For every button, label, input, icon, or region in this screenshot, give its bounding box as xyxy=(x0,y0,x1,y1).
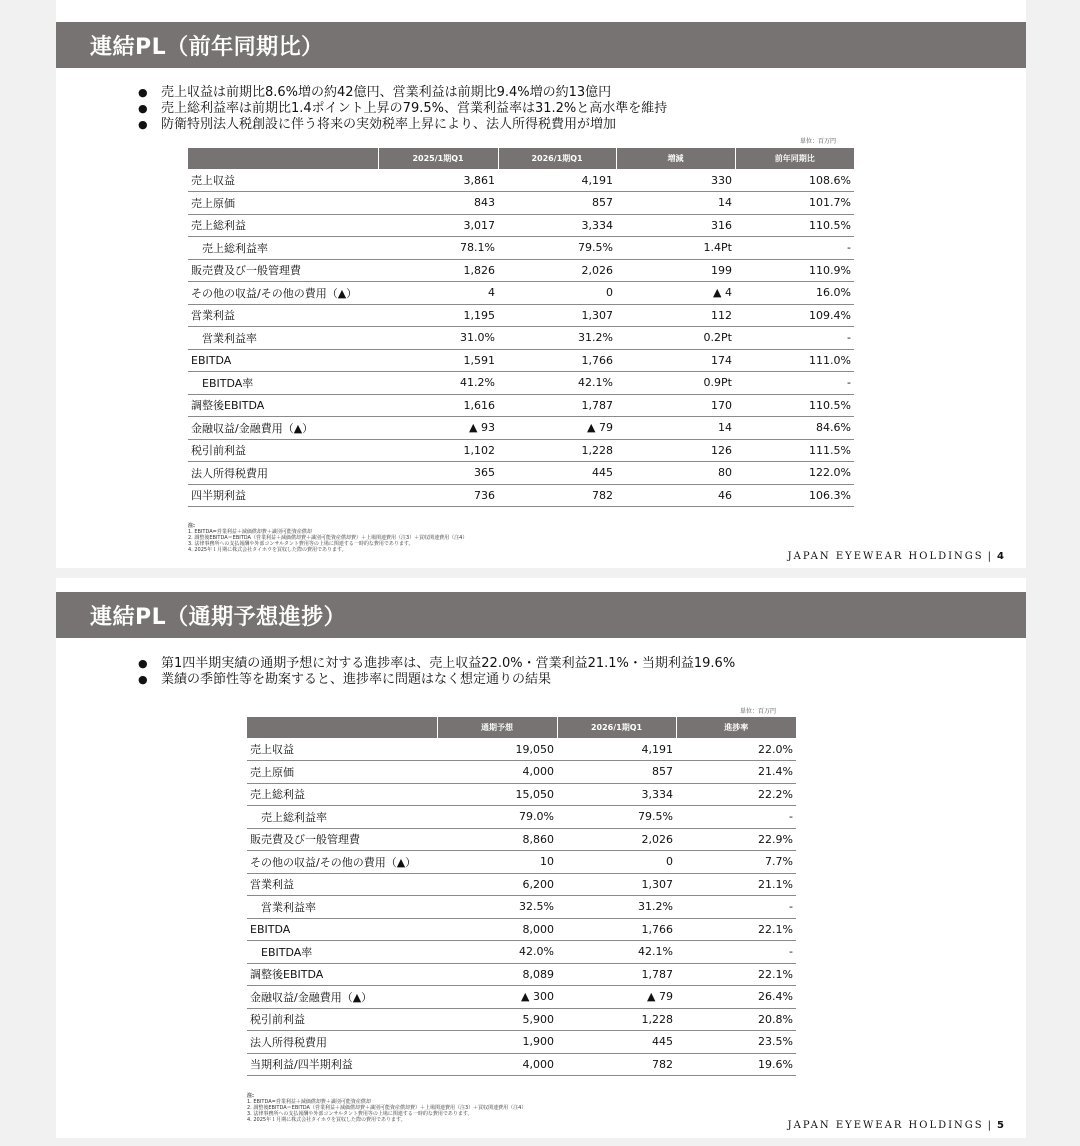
table-row xyxy=(188,237,854,260)
row-label: 売上総利益 xyxy=(188,214,378,237)
column-header-blank xyxy=(188,148,378,169)
row-label: 営業利益率 xyxy=(247,896,437,919)
cell-value: 1,228 xyxy=(498,439,616,462)
bullet-item: ● 防衛特別法人税創設に伴う将来の実効税率上昇により、法人所得税費用が増加 xyxy=(138,117,667,133)
slide-page-5 xyxy=(56,578,1026,1138)
table-row xyxy=(188,214,854,237)
cell-value: - xyxy=(676,941,796,964)
footer xyxy=(788,551,1004,562)
cell-value: 14 xyxy=(616,417,735,440)
row-label: 営業利益 xyxy=(247,873,437,896)
cell-value: ▲ 79 xyxy=(557,986,676,1009)
cell-value: 843 xyxy=(378,192,498,215)
row-label: EBITDA xyxy=(247,918,437,941)
row-label: 営業利益率 xyxy=(188,327,378,350)
footnote: 2. 調整後EBITDA＝EBITDA（営業利益＋減価償却費＋識別可能資産償却費）＋上場関連費用（注3）＋買収関連費用（注4） xyxy=(188,535,468,541)
cell-value: 22.1% xyxy=(676,918,796,941)
row-label: 金融収益/金融費用（▲） xyxy=(247,986,437,1009)
row-label: EBITDA率 xyxy=(247,941,437,964)
cell-value: ▲ 93 xyxy=(378,417,498,440)
table-row xyxy=(247,1031,796,1054)
row-label: 営業利益 xyxy=(188,304,378,327)
cell-value: - xyxy=(735,372,854,395)
cell-value: 3,017 xyxy=(378,214,498,237)
cell-value: 109.4% xyxy=(735,304,854,327)
table-row xyxy=(247,963,796,986)
cell-value: 15,050 xyxy=(437,783,557,806)
bullet-item: ● 売上総利益率は前期比1.4ポイント上昇の79.5%、営業利益率は31.2%と高水準を維持 xyxy=(138,101,667,117)
cell-value: 782 xyxy=(498,484,616,507)
slide-page-4 xyxy=(56,0,1026,568)
cell-value: 19.6% xyxy=(676,1053,796,1076)
cell-value: 2,026 xyxy=(557,828,676,851)
cell-value: 6,200 xyxy=(437,873,557,896)
column-header: 2025/1期Q1 xyxy=(378,148,498,169)
row-label: 販売費及び一般管理費 xyxy=(247,828,437,851)
page-number: 4 xyxy=(997,551,1004,562)
footnote: 1. EBITDA=営業利益＋減価償却費＋識別可能資産償却 xyxy=(247,1099,371,1105)
row-label: 法人所得税費用 xyxy=(188,462,378,485)
footer-brand: JAPAN EYEWEAR HOLDINGS xyxy=(787,551,984,562)
unit-label: 単位：百万円 xyxy=(800,138,837,145)
cell-value: - xyxy=(735,237,854,260)
cell-value: 20.8% xyxy=(676,1008,796,1031)
row-label: 税引前利益 xyxy=(188,439,378,462)
cell-value: 21.4% xyxy=(676,761,796,784)
cell-value: 80 xyxy=(616,462,735,485)
cell-value: ▲ 4 xyxy=(616,282,735,305)
table-row xyxy=(247,851,796,874)
table-row xyxy=(188,372,854,395)
cell-value: 1,102 xyxy=(378,439,498,462)
cell-value: 42.1% xyxy=(557,941,676,964)
cell-value: 0.2Pt xyxy=(616,327,735,350)
cell-value: 41.2% xyxy=(378,372,498,395)
cell-value: 1,826 xyxy=(378,259,498,282)
table-row xyxy=(247,1008,796,1031)
cell-value: 16.0% xyxy=(735,282,854,305)
cell-value: 1,228 xyxy=(557,1008,676,1031)
cell-value: 5,900 xyxy=(437,1008,557,1031)
table-row xyxy=(247,1053,796,1076)
row-label: 販売費及び一般管理費 xyxy=(188,259,378,282)
cell-value: 126 xyxy=(616,439,735,462)
footer-separator: | xyxy=(987,551,994,562)
cell-value: 84.6% xyxy=(735,417,854,440)
bullet-item: ● 業績の季節性等を勘案すると、進捗率に問題はなく想定通りの結果 xyxy=(138,672,735,688)
slide-title: 連結PL（通期予想進捗） xyxy=(90,605,347,630)
cell-value: 1,766 xyxy=(557,918,676,941)
footnotes xyxy=(247,1093,526,1123)
row-label: 売上総利益率 xyxy=(188,237,378,260)
cell-value: 4,000 xyxy=(437,761,557,784)
cell-value: - xyxy=(676,806,796,829)
row-label: 当期利益/四半期利益 xyxy=(247,1053,437,1076)
cell-value: 110.5% xyxy=(735,394,854,417)
row-label: 調整後EBITDA xyxy=(247,963,437,986)
cell-value: 170 xyxy=(616,394,735,417)
cell-value: 22.1% xyxy=(676,963,796,986)
table-row xyxy=(188,349,854,372)
row-label: 税引前利益 xyxy=(247,1008,437,1031)
cell-value: 8,860 xyxy=(437,828,557,851)
cell-value: - xyxy=(676,896,796,919)
cell-value: 1,591 xyxy=(378,349,498,372)
cell-value: 79.0% xyxy=(437,806,557,829)
cell-value: 0 xyxy=(498,282,616,305)
cell-value: 1,307 xyxy=(557,873,676,896)
footnote: 3. 法律事務所への支払報酬や外部コンサルタント費用等の上場に関連する一時的な費用であります。 xyxy=(188,541,414,547)
table-row xyxy=(247,873,796,896)
cell-value: 112 xyxy=(616,304,735,327)
cell-value: 42.0% xyxy=(437,941,557,964)
footnote: 1. EBITDA=営業利益＋減価償却費＋識別可能資産償却 xyxy=(188,529,312,535)
cell-value: 110.5% xyxy=(735,214,854,237)
row-label: 売上原価 xyxy=(188,192,378,215)
table-row xyxy=(247,986,796,1009)
cell-value: 857 xyxy=(498,192,616,215)
cell-value: 2,026 xyxy=(498,259,616,282)
cell-value: 10 xyxy=(437,851,557,874)
bullet-item: ● 売上収益は前期比8.6%増の約42億円、営業利益は前期比9.4%増の約13億円 xyxy=(138,85,667,101)
row-label: 四半期利益 xyxy=(188,484,378,507)
table-row xyxy=(188,484,854,507)
cell-value: 4,191 xyxy=(557,738,676,761)
table-row xyxy=(247,806,796,829)
column-header: 2026/1期Q1 xyxy=(557,717,676,738)
cell-value: 31.2% xyxy=(498,327,616,350)
cell-value: 108.6% xyxy=(735,169,854,192)
bullet-item: ● 第1四半期実績の通期予想に対する進捗率は、売上収益22.0%・営業利益21.1%・当期利益19.6% xyxy=(138,656,735,672)
table-row xyxy=(188,394,854,417)
cell-value: 122.0% xyxy=(735,462,854,485)
footnote: 4. 2025年１月期に株式会社タイホウを買収した際の費用であります。 xyxy=(188,547,347,553)
table-row xyxy=(247,896,796,919)
cell-value: 857 xyxy=(557,761,676,784)
cell-value: 42.1% xyxy=(498,372,616,395)
column-header-blank xyxy=(247,717,437,738)
column-header: 進捗率 xyxy=(676,717,796,738)
table-row xyxy=(188,259,854,282)
cell-value: 4 xyxy=(378,282,498,305)
cell-value: 111.5% xyxy=(735,439,854,462)
cell-value: 8,089 xyxy=(437,963,557,986)
bullet-list xyxy=(138,85,667,133)
page-number: 5 xyxy=(997,1120,1004,1131)
table-row xyxy=(188,327,854,350)
cell-value: 1,766 xyxy=(498,349,616,372)
cell-value: 330 xyxy=(616,169,735,192)
cell-value: 101.7% xyxy=(735,192,854,215)
footnotes-heading: 注: xyxy=(188,523,195,529)
column-header: 増減 xyxy=(616,148,735,169)
cell-value: 21.1% xyxy=(676,873,796,896)
cell-value: 7.7% xyxy=(676,851,796,874)
table-row xyxy=(247,738,796,761)
table-row xyxy=(188,304,854,327)
cell-value: 106.3% xyxy=(735,484,854,507)
cell-value: 79.5% xyxy=(498,237,616,260)
cell-value: 3,334 xyxy=(557,783,676,806)
row-label: EBITDA xyxy=(188,349,378,372)
table-row xyxy=(188,169,854,192)
table-row xyxy=(247,941,796,964)
pl-yoy-table xyxy=(188,148,854,507)
cell-value: 1.4Pt xyxy=(616,237,735,260)
cell-value: 46 xyxy=(616,484,735,507)
row-label: 法人所得税費用 xyxy=(247,1031,437,1054)
cell-value: 1,787 xyxy=(498,394,616,417)
table-row xyxy=(247,918,796,941)
cell-value: 19,050 xyxy=(437,738,557,761)
table-row xyxy=(188,417,854,440)
column-header: 通期予想 xyxy=(437,717,557,738)
footnote: 2. 調整後EBITDA＝EBITDA（営業利益＋減価償却費＋識別可能資産償却費）＋上場関連費用（注3）＋買収関連費用（注4） xyxy=(247,1105,527,1111)
table-row xyxy=(247,783,796,806)
pl-forecast-progress-table xyxy=(247,717,796,1076)
cell-value: 174 xyxy=(616,349,735,372)
bullet-list xyxy=(138,656,735,688)
cell-value: 1,195 xyxy=(378,304,498,327)
cell-value: 31.0% xyxy=(378,327,498,350)
cell-value: 79.5% xyxy=(557,806,676,829)
title-bar xyxy=(56,22,1026,68)
cell-value: 4,000 xyxy=(437,1053,557,1076)
cell-value: 78.1% xyxy=(378,237,498,260)
table-header-row xyxy=(247,717,796,738)
table-row xyxy=(188,462,854,485)
cell-value: ▲ 79 xyxy=(498,417,616,440)
cell-value: 0 xyxy=(557,851,676,874)
cell-value: 316 xyxy=(616,214,735,237)
table-row xyxy=(188,192,854,215)
cell-value: 14 xyxy=(616,192,735,215)
footer-separator: | xyxy=(987,1120,994,1131)
row-label: 売上収益 xyxy=(188,169,378,192)
cell-value: 8,000 xyxy=(437,918,557,941)
cell-value: 110.9% xyxy=(735,259,854,282)
slide-title: 連結PL（前年同期比） xyxy=(90,35,324,60)
cell-value: 1,616 xyxy=(378,394,498,417)
cell-value: ▲ 300 xyxy=(437,986,557,1009)
unit-label: 単位：百万円 xyxy=(740,708,777,715)
cell-value: 4,191 xyxy=(498,169,616,192)
column-header: 2026/1期Q1 xyxy=(498,148,616,169)
cell-value: 445 xyxy=(557,1031,676,1054)
cell-value: 1,307 xyxy=(498,304,616,327)
footnote: 4. 2025年１月期に株式会社タイホウを買収した際の費用であります。 xyxy=(247,1117,406,1123)
cell-value: 3,334 xyxy=(498,214,616,237)
cell-value: 111.0% xyxy=(735,349,854,372)
cell-value: 0.9Pt xyxy=(616,372,735,395)
cell-value: 199 xyxy=(616,259,735,282)
cell-value: 445 xyxy=(498,462,616,485)
cell-value: 32.5% xyxy=(437,896,557,919)
cell-value: - xyxy=(735,327,854,350)
row-label: EBITDA率 xyxy=(188,372,378,395)
title-bar xyxy=(56,592,1026,638)
table-row xyxy=(247,761,796,784)
cell-value: 22.9% xyxy=(676,828,796,851)
cell-value: 3,861 xyxy=(378,169,498,192)
column-header: 前年同期比 xyxy=(735,148,854,169)
cell-value: 26.4% xyxy=(676,986,796,1009)
footer xyxy=(788,1120,1004,1131)
table-row xyxy=(247,828,796,851)
row-label: 金融収益/金融費用（▲） xyxy=(188,417,378,440)
cell-value: 23.5% xyxy=(676,1031,796,1054)
cell-value: 736 xyxy=(378,484,498,507)
footnote: 3. 法律事務所への支払報酬や外部コンサルタント費用等の上場に関連する一時的な費用であります。 xyxy=(247,1111,473,1117)
footnotes-heading: 注: xyxy=(247,1093,254,1099)
row-label: その他の収益/その他の費用（▲） xyxy=(247,851,437,874)
table-header-row xyxy=(188,148,854,169)
row-label: 売上総利益 xyxy=(247,783,437,806)
cell-value: 22.2% xyxy=(676,783,796,806)
row-label: 売上原価 xyxy=(247,761,437,784)
footer-brand: JAPAN EYEWEAR HOLDINGS xyxy=(787,1120,984,1131)
cell-value: 782 xyxy=(557,1053,676,1076)
row-label: 調整後EBITDA xyxy=(188,394,378,417)
cell-value: 365 xyxy=(378,462,498,485)
table-row xyxy=(188,439,854,462)
row-label: 売上収益 xyxy=(247,738,437,761)
cell-value: 1,787 xyxy=(557,963,676,986)
table-row xyxy=(188,282,854,305)
cell-value: 1,900 xyxy=(437,1031,557,1054)
row-label: その他の収益/その他の費用（▲） xyxy=(188,282,378,305)
cell-value: 31.2% xyxy=(557,896,676,919)
row-label: 売上総利益率 xyxy=(247,806,437,829)
footnotes xyxy=(188,523,467,553)
cell-value: 22.0% xyxy=(676,738,796,761)
